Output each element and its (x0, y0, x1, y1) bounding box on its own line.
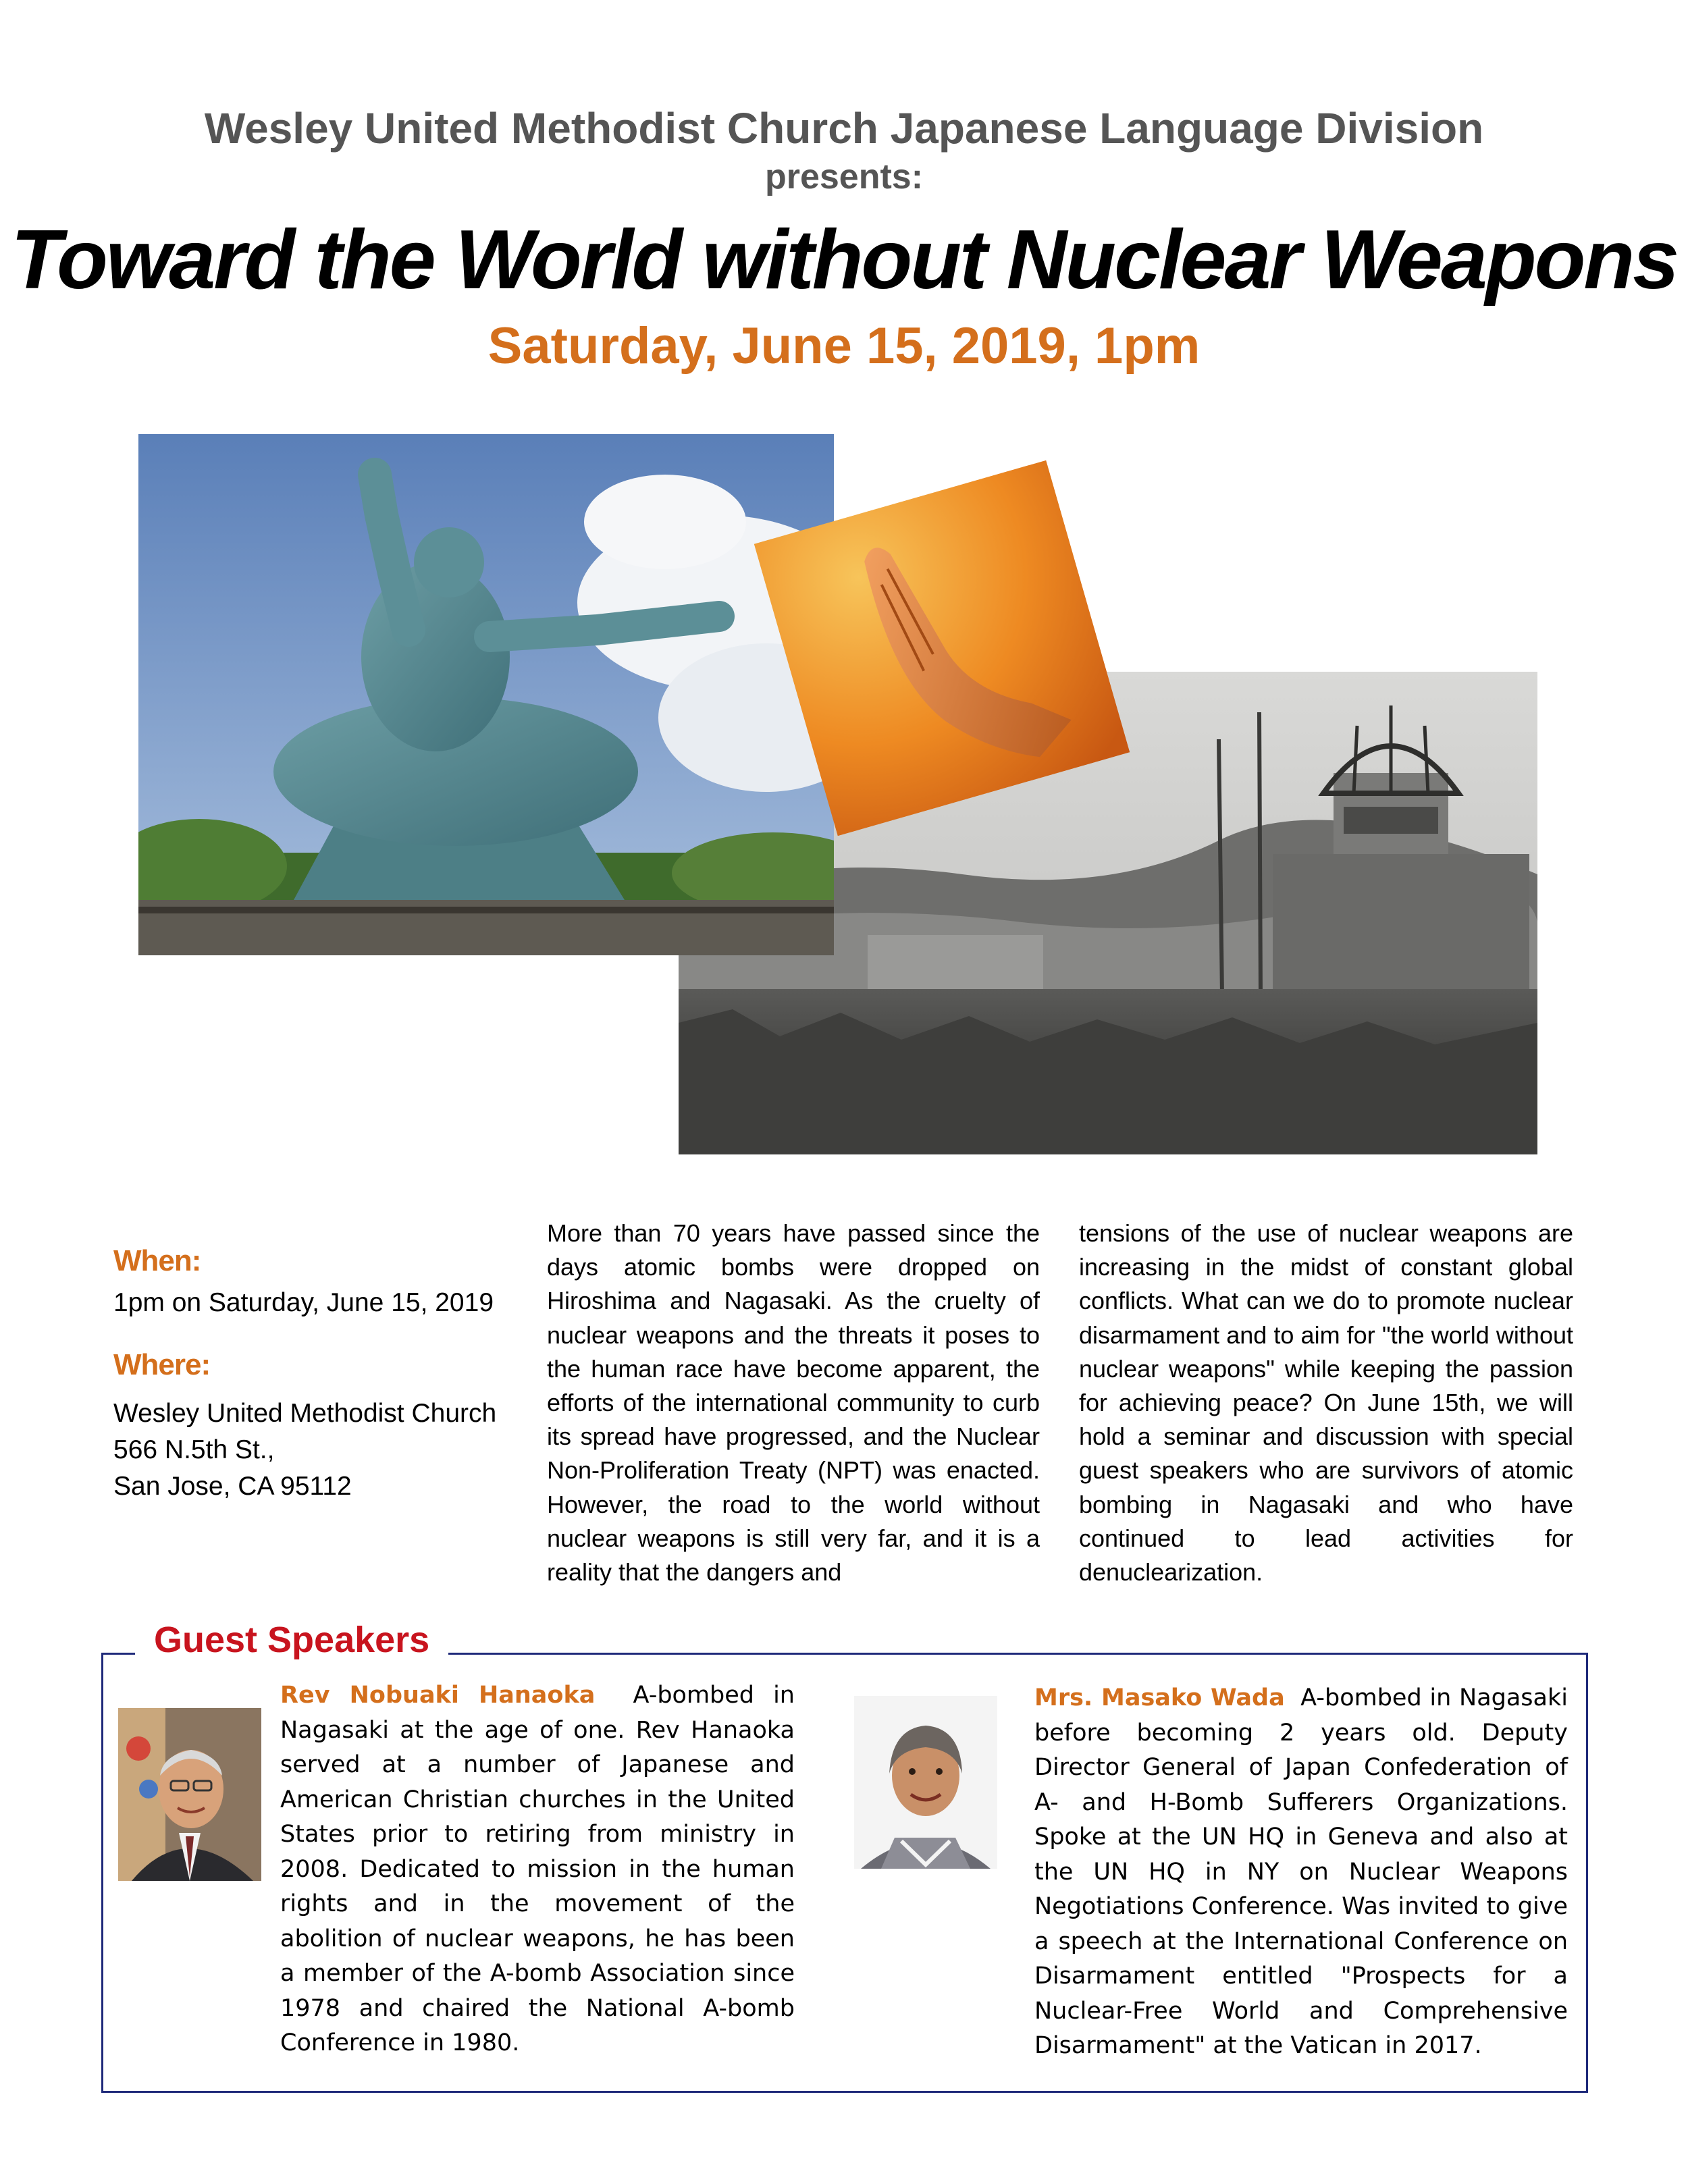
where-label: Where: (113, 1348, 211, 1381)
where-street: 566 N.5th St., (113, 1435, 275, 1464)
peace-statue-photo (138, 434, 834, 955)
presents-label: presents: (764, 157, 924, 196)
organization-name: Wesley United Methodist Church Japanese Language Division (204, 104, 1484, 153)
where-venue: Wesley United Methodist Church (113, 1399, 497, 1428)
event-title: Toward the World without Nuclear Weapons (10, 213, 1678, 307)
guest-speakers-heading: Guest Speakers (135, 1616, 448, 1663)
description-column-2: tensions of the use of nuclear weapons are increasing in the midst of constant global conflicts. What can we do to promote nuclear disarmament and to aim for "the world without nuclear weapons" while keeping the passion for achieving peace? On June 15th, we will hold a seminar and discussion with special guest speakers who are survivors of atomic bombing in Nagasaki and who have continued to lead activities for denuclearization. (1079, 1219, 1573, 1587)
event-date: Saturday, June 15, 2019, 1pm (487, 317, 1201, 375)
description-column-1: More than 70 years have passed since the days atomic bombs were dropped on Hiroshima and Nagasaki. As the cruelty of nuclear weapons and the threats it poses to the human race have become apparent, the efforts of the international community to curb its spread have progressed, and the Nuclear Non-Proliferation Treaty (NPT) was enacted. However, the road to the world without nuclear weapons is still very far, and it is a reality that the dangers and (547, 1219, 1040, 1587)
wada-portrait (854, 1696, 997, 1869)
hanaoka-portrait (118, 1708, 261, 1881)
speaker-1-bio: A-bombed in Nagasaki at the age of one. Rev Hanaoka served at a number of Japanese and American Christian churches in the United States prior to retiring from ministry in 2008. Dedicated to mission in the human rights and in the movement of the abolition of nuclear weapons, he has been a member of the A-bomb Association since 1978 and chaired the National A-bomb Conference in 1980. (280, 1682, 795, 2056)
where-address (113, 1395, 532, 1505)
where-city: San Jose, CA 95112 (113, 1472, 352, 1501)
speaker-1-name: Rev Nobuaki Hanaoka (280, 1682, 596, 1709)
when-label: When: (113, 1244, 201, 1277)
speaker-2-bio: A-bombed in Nagasaki before becoming 2 years old. Deputy Director General of Japan Confederation of A- and H-Bomb Sufferers Organizations. Spoke at the UN HQ in Geneva and also at the UN HQ in NY on Nuclear Weapons Negotiations Conference. Was invited to give a speech at the International Conference on Disarmament entitled "Prospects for a Nuclear-Free World and Comprehensive Disarmament" at the Vatican in 2017. (1034, 1684, 1568, 2059)
speaker-2-entry (1034, 1681, 1568, 2064)
speaker-2-name: Mrs. Masako Wada (1034, 1684, 1285, 1711)
when-value: 1pm on Saturday, June 15, 2019 (113, 1288, 494, 1317)
speaker-1-entry (280, 1678, 795, 2061)
